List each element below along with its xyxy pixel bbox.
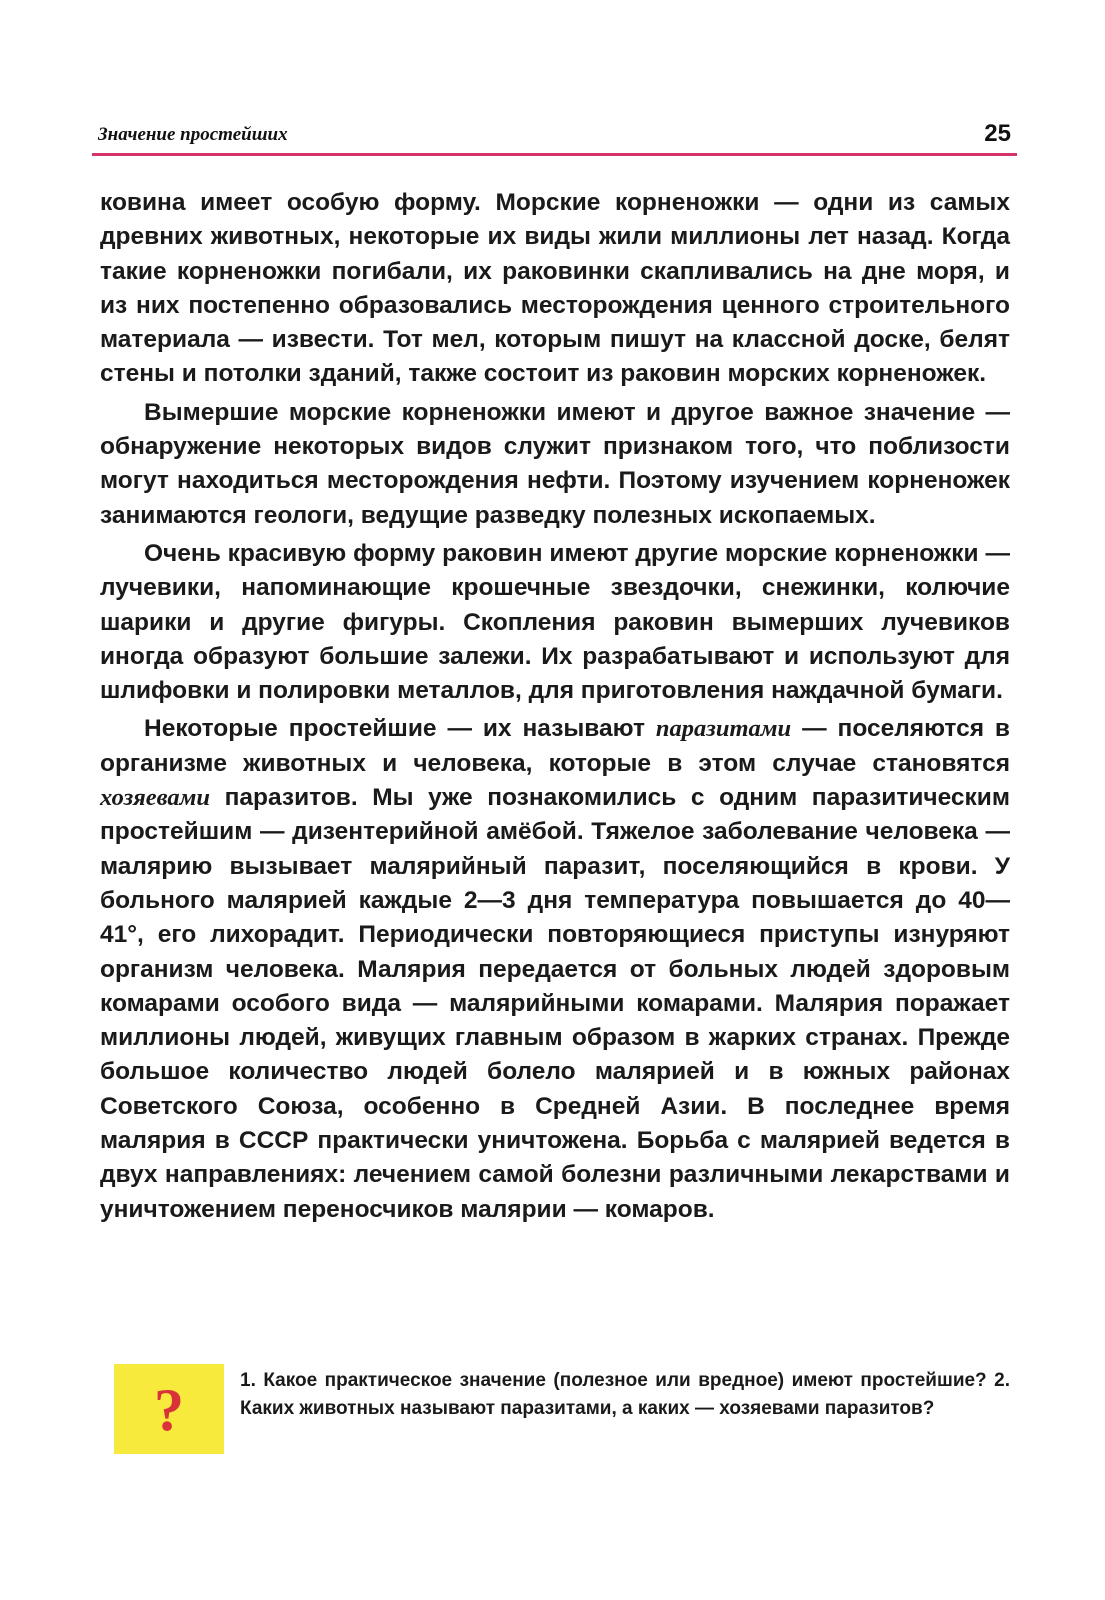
section-title: Значение простейших xyxy=(98,124,288,145)
paragraph-4-part-b: — поселяются в организме животных и человека, которые в этом случае становятся xyxy=(100,715,1010,777)
paragraph-3: Очень красивую форму раковин имеют другие морские корненожки — лучевики, напоминающие крошечные звездочки, снежинки, колючие шарики и другие фигуры. Скопления раковин вымерших лучевиков иногда образуют большие залежи. Их разрабатывают и используют для шлифовки и полировки металлов, для приготовления наждачной бумаги. xyxy=(100,539,1010,705)
running-head xyxy=(92,122,1017,156)
question-mark-icon: ? xyxy=(154,1377,184,1443)
body-text xyxy=(100,186,1010,1231)
paragraph-1: ковина имеет особую форму. Морские корненожки — одни из самых древних животных, некоторые их виды жили миллионы лет назад. Когда такие корненожки погибали, их раковинки скапливались на дне моря, и из них постепенно образовались месторождения ценного строительного материала — извести. Тот мел, которым пишут на классной доске, белят стены и потолки зданий, также состоит из раковин морских корненожек. xyxy=(100,189,1010,388)
paragraph-4 xyxy=(100,712,1010,1226)
page-number: 25 xyxy=(984,120,1011,147)
paragraph-4-part-c: паразитов. Мы уже познакомились с одним паразитическим простейшим — дизентерийной амёбой. Тяжелое заболевание человека — малярию вызывает малярийный паразит, поселяющийся в крови. У больного малярией каждые 2—3 дня температура повышается до 40—41°, его лихорадит. Периодически повторяющиеся приступы изнуряют организм человека. Малярия передается от больных людей здоровым комарами особого вида — малярийными комарами. Малярия поражает миллионы людей, живущих главным образом в жарких странах. Прежде большое количество людей болело малярией и в южных районах Советского Союза, особенно в Средней Азии. В последнее время малярия в СССР практически уничтожена. Борьба с малярией ведется в двух направлениях: лечением самой болезни различными лекарствами и уничтожением переносчиков малярии — комаров. xyxy=(100,784,1010,1223)
header-rule xyxy=(92,153,1017,156)
term-hosts: хозяевами xyxy=(100,784,211,812)
question-box xyxy=(114,1364,224,1454)
review-questions: 1. Какое практическое значение (полезное или вредное) имеют простейшие? 2. Каких животных называют паразитами, а каких — хозяевами паразитов? xyxy=(240,1370,1010,1419)
paragraph-2: Вымершие морские корненожки имеют и другое важное значение — обнаружение некоторых видов служит признаком того, что поблизости могут находиться месторождения нефти. Поэтому изучением корненожек занимаются геологи, ведущие разведку полезных ископаемых. xyxy=(100,398,1010,529)
term-parasites: паразитами xyxy=(655,715,792,743)
paragraph-4-part-a: Некоторые простейшие — их называют xyxy=(144,715,656,743)
